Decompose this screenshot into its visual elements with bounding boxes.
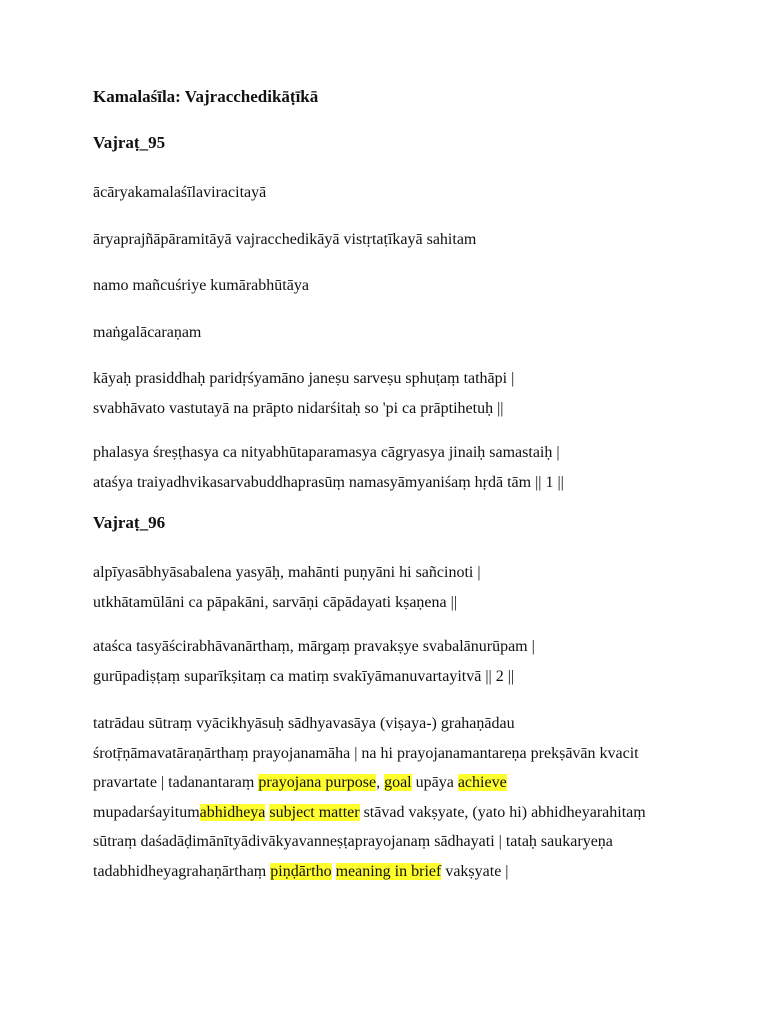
verse-line: ataśya traiyadhvikasarvabuddhaprasūṃ namasyāmyaniśaṃ hṛdā tām || 1 || [93,473,564,491]
prose-text [332,863,336,880]
prose-text: vakṣyate | [441,862,509,880]
prose-text: tatrādau sūtraṃ vyācikhyāsuḥ sādhyavasāya (viṣaya-) grahaṇādau śrotṝṇāmavatāraṇārthaṃ prayojanamāha | na hi prayojanamantareṇa prekṣāvān kvacit pravartate | tadanantaraṃ [93,715,639,791]
verse-1 [93,364,673,423]
section-heading-vajrat-96: Vajraṭ_96 [93,513,166,532]
highlight-pindartho: piṇḍārtho [270,862,332,880]
document-page [93,86,673,901]
verse-line: gurūpadiṣṭaṃ suparīkṣitaṃ ca matiṃ svakīyāmanuvartayitvā || 2 || [93,667,515,685]
highlight-prayojana: prayojana purpose [258,774,377,791]
verse-line: kāyaḥ prasiddhaḥ paridṛśyamāno janeṣu sarveṣu sphuṭaṃ tathāpi | [93,370,515,387]
prose-text: , [376,774,385,791]
paragraph-work-title: āryaprajñāpāramitāyā vajracchedikāyā vistṛtaṭīkayā sahitam [93,230,477,248]
paragraph-homage: namo mañcuśriye kumārabhūtāya [93,277,309,294]
highlight-meaning-in-brief: meaning in brief [335,862,442,880]
highlight-abhidheya: abhidheya [199,803,266,821]
verse-2 [93,438,673,497]
paragraph-author: ācāryakamalaśīlaviracitayā [93,184,267,201]
prose-text: upāya [411,774,458,791]
verse-line: ataśca tasyāścirabhāvanārthaṃ, mārgaṃ pravakṣye svabalānurūpam | [93,638,535,655]
verse-line: phalasya śreṣṭhasya ca nityabhūtaparamasya cāgryasya jinaiḥ samastaiḥ | [93,444,560,461]
verse-4 [93,632,673,691]
commentary-paragraph [93,709,673,886]
section-heading-vajrat-95: Vajraṭ_95 [93,133,166,152]
verse-line: alpīyasābhyāsabalena yasyāḥ, mahānti puṇyāni hi sañcinoti | [93,564,481,581]
prose-text: stāvad vakṣyate, (yato hi) abhidheyarahitaṃ sūtraṃ daśadāḍimānītyādivākyavanneṣṭaprayojanaṃ sādhayati | tataḥ saukaryeṇa tadabhidheyagrahaṇārthaṃ [93,803,646,880]
highlight-goal: goal [384,774,412,791]
document-title: Kamalaśīla: Vajracchedikāṭīkā [93,87,319,106]
highlight-subject-matter: subject matter [269,803,360,821]
paragraph-mangalacaranam: maṅgalācaraṇam [93,323,202,341]
verse-line: svabhāvato vastutayā na prāpto nidarśitaḥ so 'pi ca prāptihetuḥ || [93,399,504,417]
verse-line: utkhātamūlāni ca pāpakāni, sarvāṇi cāpādayati kṣaṇena || [93,593,458,611]
verse-3 [93,558,673,617]
prose-text: mupadarśayitum [93,803,200,821]
highlight-achieve: achieve [457,774,507,791]
